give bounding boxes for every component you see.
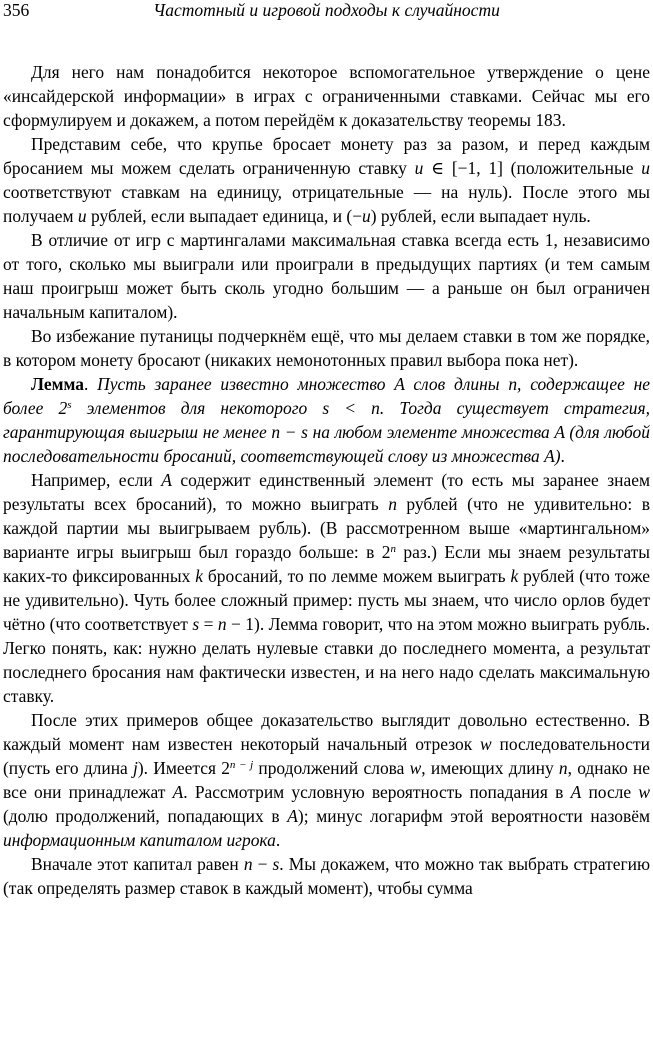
text-run: . <box>560 446 565 466</box>
text-run: w <box>638 782 650 802</box>
text-run: w <box>409 758 422 778</box>
text-run: − 1). Лемма говорит, что на этом можно выиграть рубль. Легко понять, как: нужно делать нулевые ставки до последнего момента, а результат последнего бросания нам фактически известен, и на него надо сделать максимальную ставку. <box>3 614 650 706</box>
text-run: A <box>172 782 184 802</box>
text-run: после <box>581 782 639 802</box>
text-run: рублей (что тоже не удивительно). Чуть более сложный пример: пусть мы знаем, что число орлов будет чётно (что соответствует <box>3 566 651 634</box>
text-run: содержит единственный элемент (то есть мы заранее знаем результаты всех бросаний), то можно выиграть <box>3 470 650 514</box>
paragraph-5 <box>3 372 650 468</box>
text-run: n <box>243 854 253 874</box>
text-run: . Рассмотрим условную вероятность попадания в <box>183 782 571 802</box>
paragraph-3: В отличие от игр с мартингалами максимальная ставка всегда есть 1, независимо от того, сколько мы выиграли или проиграли в предыдущих партиях (и тем самым наш проигрыш может быть сколь угодно большим — а раньше он был ограничен начальным капиталом). <box>3 230 650 322</box>
paragraph-6 <box>3 468 650 708</box>
text-run: A <box>161 470 172 490</box>
text-run: n <box>390 542 397 555</box>
page-body <box>3 60 650 900</box>
text-run: . <box>275 830 281 850</box>
text-run: . Мы докажем, что можно так выбрать стратегию (так определять размер ставок в каждый момент), чтобы сумма <box>3 854 650 898</box>
paragraph-7 <box>3 708 650 852</box>
text-run: рублей (что не удивительно: в каждой партии мы выигрываем рубль). (В рассмотренном выше «мартингальном» варианте игры выигрыш был гораздо больше: в 2 <box>3 494 650 562</box>
text-run: − <box>252 854 273 874</box>
paragraph-4: Во избежание путаницы подчеркнём ещё, что мы делаем ставки в том же порядке, в котором монету бросают (никаких немонотонных правил выбора пока нет). <box>3 326 650 370</box>
text-run: u <box>362 206 371 226</box>
text-run: n <box>217 614 227 634</box>
text-run: w <box>480 734 492 754</box>
page-number: 356 <box>3 0 30 20</box>
running-title: Частотный и игровой подходы к случайности <box>153 0 500 20</box>
text-run: элементов для некоторого s < n. Тогда существует стратегия, гарантирующая выигрыш не менее n − s на любом элементе множества A (для любой последовательности бросаний, соответствующей слову из множества A) <box>3 398 650 466</box>
text-run: последовательности (пусть его длина <box>3 734 650 778</box>
text-run: Лемма <box>31 374 84 394</box>
text-run: ∈ [−1, 1] (положительные <box>423 158 642 178</box>
text-run: , имеющих длину <box>421 758 559 778</box>
text-run: бросаний, то по лемме можем выиграть <box>202 566 511 586</box>
text-run: k <box>510 566 519 586</box>
text-run: После этих примеров общее доказательство выглядит довольно естественно. В каждый момент нам известен некоторый начальный отрезок <box>3 710 650 754</box>
text-run: s <box>192 614 200 634</box>
text-run: ); минус логарифм этой вероятности назовём <box>297 806 651 826</box>
text-run: n − j <box>229 758 254 771</box>
text-run: ) рублей, если выпадает нуль. <box>370 206 591 226</box>
text-run: = <box>199 614 218 634</box>
text-run: s <box>272 854 280 874</box>
paragraph-2 <box>3 132 650 228</box>
paragraph-1: Для него нам понадобится некоторое вспомогательное утверждение о цене «инсайдерской информации» в играх с ограниченными ставками. Сейчас мы его сформулируем и докажем, а потом перейдём к доказательству теоремы 183. <box>3 62 650 130</box>
text-run: (долю продолжений, попадающих в <box>3 806 288 826</box>
text-run: u <box>414 158 424 178</box>
text-run: продолжений слова <box>253 758 410 778</box>
text-run: . <box>83 374 98 394</box>
text-run: u <box>641 158 650 178</box>
text-run: k <box>195 566 203 586</box>
text-run: Представим себе, что крупье бросает монету раз за разом, и перед каждым бросанием мы можем сделать ограниченную ставку <box>3 134 650 178</box>
text-run: рублей, если выпадает единица, и (− <box>86 206 363 226</box>
text-run: раз.) Если мы знаем результаты каких-то фиксированных <box>3 542 651 586</box>
text-run: Вначале этот капитал равен <box>31 854 244 874</box>
text-run: информационным капиталом игрока <box>3 830 276 850</box>
text-run: s <box>67 398 72 411</box>
page-header <box>0 0 653 26</box>
text-run: , однако не все они принадлежат <box>3 758 650 802</box>
paragraph-8 <box>3 852 650 900</box>
text-run: соответствуют ставкам на единицу, отрицательные — на нуль). После этого мы получаем <box>3 182 650 226</box>
text-run: Пусть заранее известно множество A слов длины n, содержащее не более 2 <box>3 374 651 418</box>
text-run: A <box>570 782 582 802</box>
text-run: A <box>287 806 298 826</box>
text-run: n <box>558 758 568 778</box>
text-run: u <box>77 206 87 226</box>
text-run: n <box>388 494 397 514</box>
text-run: ). Имеется 2 <box>137 758 230 778</box>
text-run: j <box>133 758 138 778</box>
text-run: Например, если <box>31 470 162 490</box>
